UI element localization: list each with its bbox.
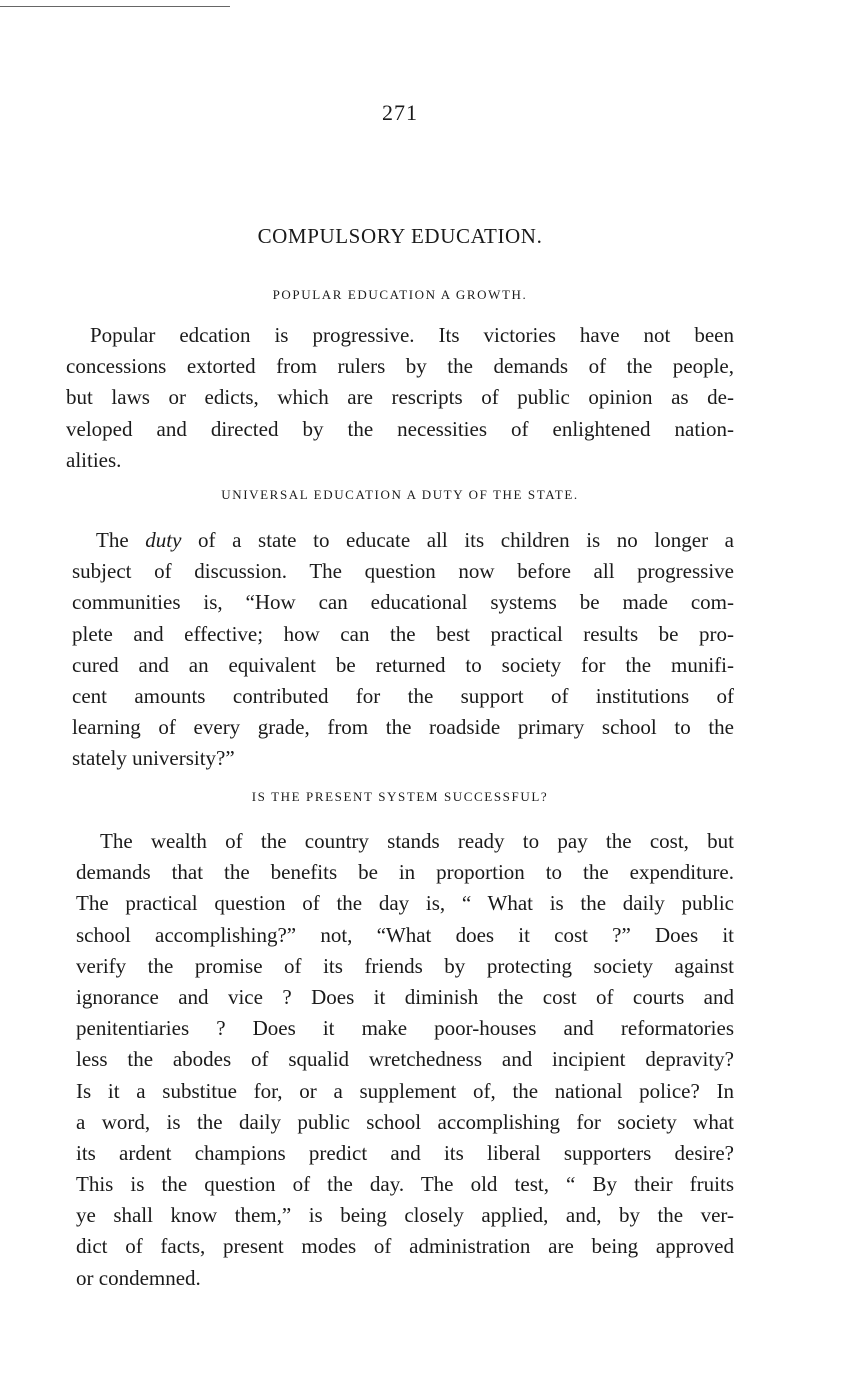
paragraph-line: The wealth of the country stands ready to pay the cost, but (100, 829, 734, 853)
paragraph-line: plete and effective; how can the best practical results be pro- (72, 621, 734, 646)
page-number: 271 (382, 100, 418, 125)
page-title: COMPULSORY EDUCATION. (257, 224, 543, 248)
paragraph-line: or condemned. (76, 1265, 201, 1290)
paragraph-line: demands that the benefits be in proportion to the expenditure. (76, 860, 734, 885)
paragraph-line: but laws or edicts, which are rescripts of public opinion as de- (66, 385, 734, 410)
paragraph-line: stately university?” (72, 746, 235, 771)
section-heading-popular-education: POPULAR EDUCATION A GROWTH. (272, 287, 528, 302)
paragraph-line: subject of discussion. The question now before all progressive (72, 559, 734, 584)
paragraph-line: veloped and directed by the necessities of enlightened nation- (66, 416, 734, 441)
paragraph-line: a word, is the daily public school accomplishing for society what (76, 1109, 734, 1134)
paragraph-line: The duty of a state to educate all its children is no longer a (96, 528, 734, 552)
paragraph-popular-education (66, 320, 734, 476)
paragraph-line: communities is, “How can educational systems be made com- (72, 590, 734, 615)
paragraph-line: school accomplishing?” not, “What does it cost ?” Does it (76, 922, 734, 947)
paragraph-line: Popular edcation is progressive. Its victories have not been (90, 323, 734, 347)
section-heading-universal-education: UNIVERSAL EDUCATION A DUTY OF THE STATE. (221, 487, 579, 502)
paragraph-line: This is the question of the day. The old test, “ By their fruits (76, 1172, 734, 1197)
paragraph-line: ignorance and vice ? Does it diminish the cost of courts and (76, 984, 734, 1009)
paragraph-line: penitentiaries ? Does it make poor-houses and reformatories (76, 1016, 734, 1041)
paragraph-line: The practical question of the day is, “ What is the daily public (76, 891, 734, 916)
paragraph-line: ye shall know them,” is being closely applied, and, by the ver- (76, 1203, 734, 1228)
paragraph-line: alities. (66, 447, 122, 472)
paragraph-line: learning of every grade, from the roadside primary school to the (72, 715, 734, 740)
section-heading-present-system: IS THE PRESENT SYSTEM SUCCESSFUL? (251, 789, 549, 804)
paragraph-line: cent amounts contributed for the support of institutions of (72, 683, 734, 708)
paragraph-line: dict of facts, present modes of administration are being approved (76, 1234, 734, 1259)
paragraph-line: Is it a substitue for, or a supplement of, the national police? In (76, 1078, 734, 1103)
paragraph-universal-education (66, 525, 734, 775)
paragraph-present-system (66, 826, 734, 1294)
paragraph-line: cured and an equivalent be returned to society for the munifi- (72, 652, 734, 677)
paragraph-line: concessions extorted from rulers by the demands of the people, (66, 354, 734, 379)
paragraph-line: verify the promise of its friends by protecting society against (76, 953, 734, 978)
top-rule (0, 6, 230, 7)
paragraph-line: less the abodes of squalid wretchedness and incipient depravity? (76, 1047, 734, 1072)
emphasis-duty: duty (145, 528, 182, 552)
paragraph-line: its ardent champions predict and its liberal supporters desire? (76, 1140, 734, 1165)
